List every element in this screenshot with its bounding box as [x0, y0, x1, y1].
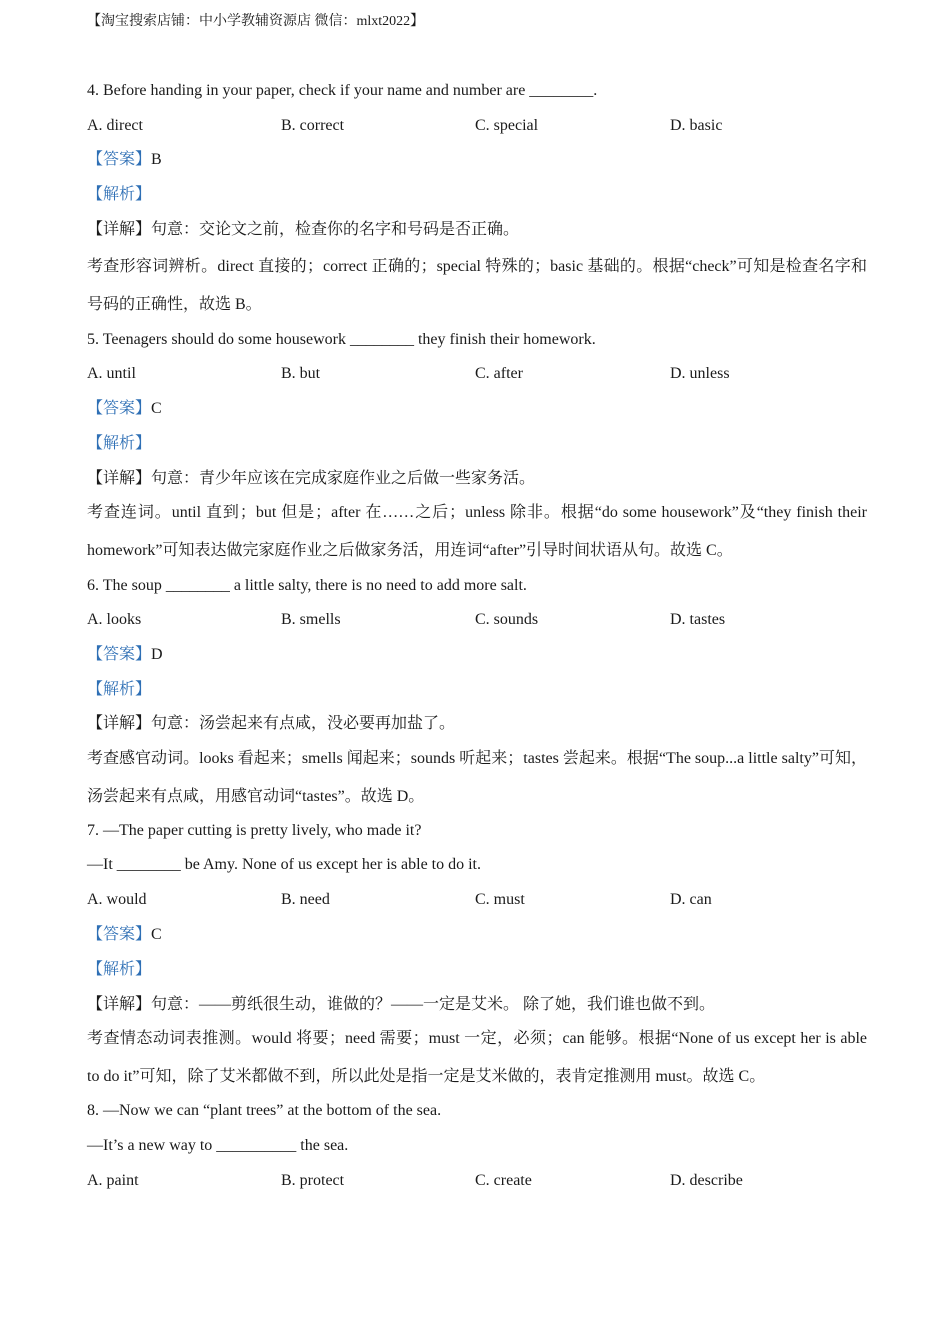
- question-5-stem: 5. Teenagers should do some housework ________ they finish their homework.: [87, 331, 596, 348]
- q7-answer: [87, 924, 162, 946]
- q5-option-b: B. but: [281, 365, 321, 382]
- page-header: 【淘宝搜索店铺：中小学教辅资源店 微信：mlxt2022】: [87, 14, 425, 29]
- q5-option-d: D. unless: [670, 365, 730, 382]
- answer-value: C: [151, 400, 162, 417]
- q7-option-d: D. can: [670, 891, 712, 908]
- answer-value: D: [151, 646, 163, 663]
- q5-explanation: 考查连词。until 直到；but 但是；after 在……之后；unless 除非。根据“do some housework”及“they finish their homework”可知表达做完家庭作业之后做家务活，用连词“after”引导时间状语从句。故选 C。: [87, 504, 867, 559]
- question-7-stem-line-1: 7. —The paper cutting is pretty lively, who made it?: [87, 822, 422, 839]
- answer-value: B: [151, 151, 162, 168]
- q8-option-a: A. paint: [87, 1172, 139, 1189]
- q6-analysis-tag: 【解析】: [87, 681, 152, 698]
- q6-detail: 【详解】句意：汤尝起来有点咸，没必要再加盐了。: [87, 715, 456, 732]
- q5-analysis-tag: 【解析】: [87, 435, 152, 452]
- answer-tag: 【答案】: [87, 151, 152, 168]
- q6-answer: [87, 644, 163, 666]
- q8-option-b: B. protect: [281, 1172, 345, 1189]
- q6-option-d: D. tastes: [670, 611, 726, 628]
- q6-explanation: 考查感官动词。looks 看起来；smells 闻起来；sounds 听起来；tastes 尝起来。根据“The soup...a little salty”可知，汤尝起来有点咸，用感官动词“tastes”。故选 D。: [87, 750, 867, 805]
- q4-analysis-tag: 【解析】: [87, 186, 152, 203]
- q7-analysis-tag: 【解析】: [87, 961, 152, 978]
- answer-tag: 【答案】: [87, 926, 152, 943]
- question-8-stem-line-2: —It’s a new way to __________ the sea.: [87, 1137, 349, 1154]
- q6-option-a: A. looks: [87, 611, 142, 628]
- q8-option-c: C. create: [475, 1172, 532, 1189]
- question-7-stem-line-2: —It ________ be Amy. None of us except her is able to do it.: [87, 856, 481, 873]
- answer-tag: 【答案】: [87, 400, 152, 417]
- q7-explanation: 考查情态动词表推测。would 将要；need 需要；must 一定，必须；can 能够。根据“None of us except her is able to do it”可知，除了艾米都做不到，所以此处是指一定是艾米做的，表肯定推测用 must。故选 C。: [87, 1030, 867, 1085]
- q7-option-c: C. must: [475, 891, 525, 908]
- q4-explanation: 考查形容词辨析。direct 直接的；correct 正确的；special 特殊的；basic 基础的。根据“check”可知是检查名字和号码的正确性，故选 B。: [87, 258, 867, 313]
- question-6-stem: 6. The soup ________ a little salty, there is no need to add more salt.: [87, 577, 527, 594]
- q4-option-c: C. special: [475, 117, 539, 134]
- answer-tag: 【答案】: [87, 646, 152, 663]
- q4-option-b: B. correct: [281, 117, 345, 134]
- q6-option-c: C. sounds: [475, 611, 539, 628]
- q7-option-a: A. would: [87, 891, 147, 908]
- q4-option-a: A. direct: [87, 117, 143, 134]
- q7-detail: 【详解】句意：——剪纸很生动，谁做的？——一定是艾米。 除了她，我们谁也做不到。: [87, 996, 716, 1013]
- q4-answer: [87, 149, 162, 171]
- q5-option-a: A. until: [87, 365, 136, 382]
- q5-option-c: C. after: [475, 365, 523, 382]
- question-8-stem-line-1: 8. —Now we can “plant trees” at the bottom of the sea.: [87, 1102, 442, 1119]
- q4-option-d: D. basic: [670, 117, 723, 134]
- q8-option-d: D. describe: [670, 1172, 743, 1189]
- q6-option-b: B. smells: [281, 611, 341, 628]
- q5-answer: [87, 398, 162, 420]
- question-4-stem: 4. Before handing in your paper, check if your name and number are ________.: [87, 82, 598, 99]
- q7-option-b: B. need: [281, 891, 330, 908]
- q4-detail: 【详解】句意：交论文之前，检查你的名字和号码是否正确。: [87, 221, 520, 238]
- answer-value: C: [151, 926, 162, 943]
- q5-detail: 【详解】句意：青少年应该在完成家庭作业之后做一些家务活。: [87, 470, 536, 487]
